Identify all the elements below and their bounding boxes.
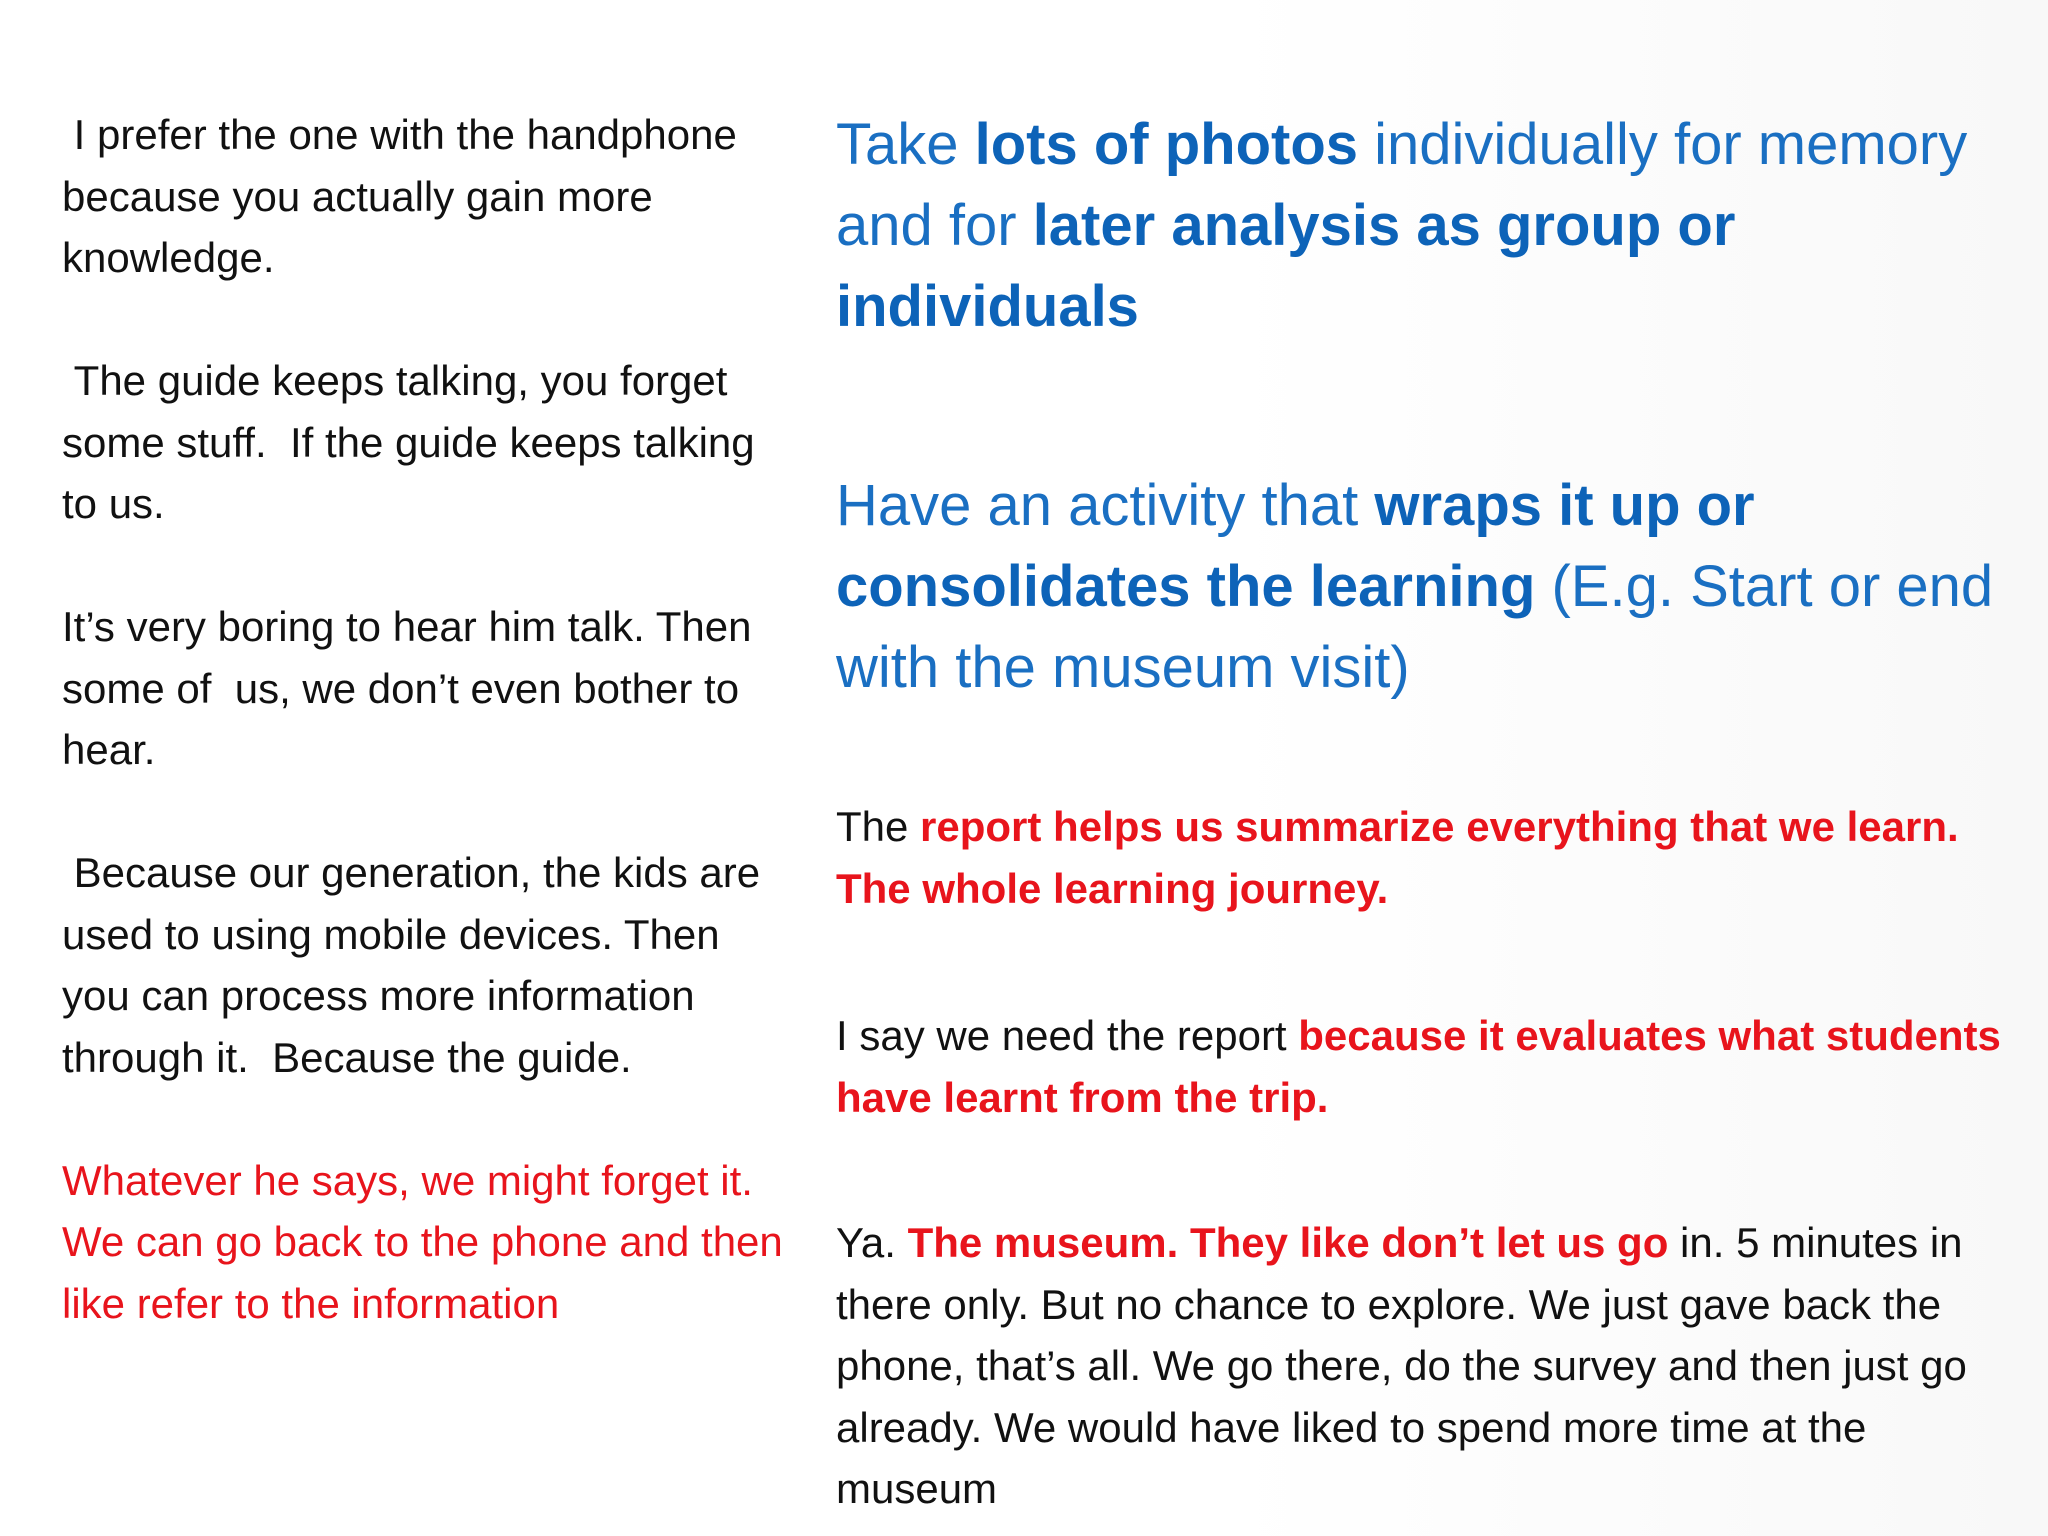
quote-report-evaluates bbox=[836, 1005, 2026, 1128]
recommendation-activity bbox=[836, 465, 2026, 708]
quote-museum-time bbox=[836, 1212, 2026, 1520]
recommendation-activity-text-2: (E.g. Start or end with the museum visit) bbox=[836, 554, 1994, 700]
recommendation-photos-bold-1: lots of photos bbox=[974, 112, 1359, 177]
recommendation-photos-bold-2: later analysis as group or individuals bbox=[836, 193, 1736, 339]
quote-highlight-refer-phone: Whatever he says, we might forget it. We can go back to the phone and then like refer to the information bbox=[62, 1156, 795, 1327]
quote-guide-talking: The guide keeps talking, you forget some stuff. If the guide keeps talking to us. bbox=[62, 357, 767, 527]
quote-report-evaluates-highlight: because it evaluates what students have learnt from the trip. bbox=[836, 1012, 2001, 1121]
quote-report-summarize-text: The bbox=[836, 803, 921, 850]
quote-handphone: I prefer the one with the handphone because you actually gain more knowledge. bbox=[62, 111, 749, 281]
quote-generation: Because our generation, the kids are used to using mobile devices. Then you can process more information through it. Because the guide. bbox=[62, 849, 772, 1081]
recommendation-photos-text-2: individually for memory and for bbox=[836, 112, 1968, 258]
quote-report-summarize bbox=[836, 796, 2026, 919]
recommendations-column bbox=[836, 104, 2026, 1520]
quote-report-summarize-highlight: report helps us summarize everything that we learn. The whole learning journey. bbox=[836, 803, 1959, 912]
quote-report-evaluates-text: I say we need the report bbox=[836, 1012, 1299, 1059]
recommendation-activity-bold: wraps it up or consolidates the learning bbox=[836, 473, 1755, 619]
quote-museum-time-highlight: The museum. They like don’t let us go bbox=[907, 1219, 1669, 1266]
quote-museum-time-text-1: Ya. bbox=[836, 1219, 908, 1266]
student-quotes-column bbox=[62, 104, 795, 1396]
recommendation-activity-text-1: Have an activity that bbox=[836, 473, 1375, 538]
quote-museum-time-text-2: in. 5 minutes in there only. But no chance to explore. We just gave back the phone, that’s all. We go there, do the survey and then just go already. We would have liked to spend more time at the museum bbox=[836, 1219, 1967, 1512]
quote-boring: It’s very boring to hear him talk. Then some of us, we don’t even bother to hear. bbox=[62, 603, 764, 773]
recommendation-photos bbox=[836, 104, 2026, 347]
recommendation-photos-text-1: Take bbox=[836, 112, 975, 177]
